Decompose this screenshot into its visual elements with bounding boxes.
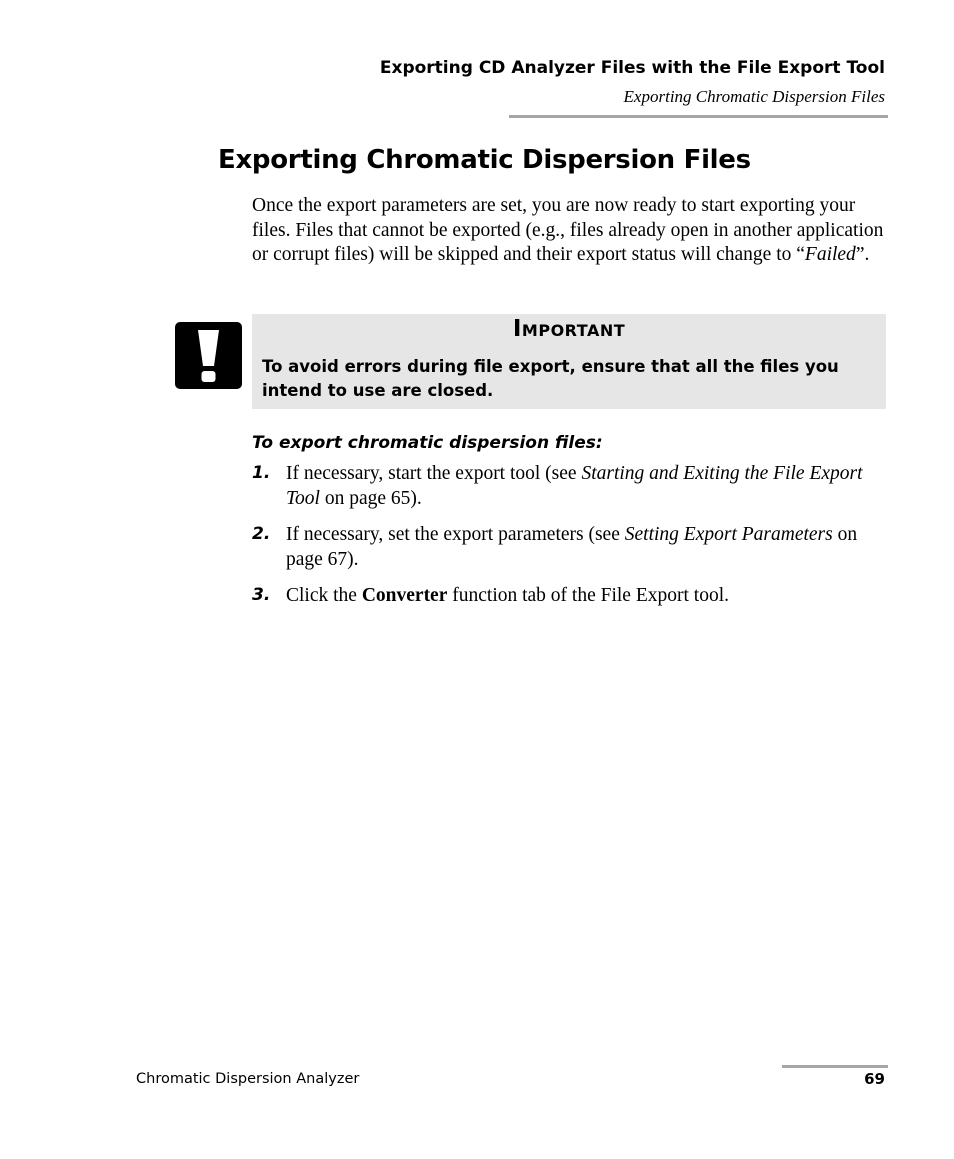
step-number: 1.	[252, 463, 271, 483]
step-text-start: If necessary, set the export parameters (see	[286, 524, 625, 545]
step-link-reference: Starting and Exiting the File Export Tool	[286, 463, 863, 509]
step-text	[286, 523, 888, 572]
page-number: 69	[864, 1070, 885, 1088]
step-text-start: Click the	[286, 585, 362, 606]
important-heading: Important	[512, 316, 626, 342]
step-text-end: function tab of the File Export tool.	[447, 585, 729, 606]
intro-failed-term: Failed	[804, 244, 856, 266]
intro-text-start: Once the export parameters are set, you are now ready to start exporting your files. Files that cannot be exported (e.g., files already open in another application or corrupt files) will be skipped and their export status will change to “	[252, 195, 884, 266]
step-number: 2.	[252, 524, 271, 544]
intro-paragraph	[252, 194, 888, 268]
page-title: Exporting Chromatic Dispersion Files	[218, 145, 751, 175]
step-text-end: on page 65).	[319, 487, 422, 509]
intro-text-end: ”.	[855, 244, 870, 266]
step-ui-term: Converter	[361, 585, 448, 606]
exclamation-icon	[175, 322, 242, 389]
footer-rule	[782, 1065, 888, 1068]
header-chapter-title: Exporting CD Analyzer Files with the File Export Tool	[379, 58, 885, 78]
step-link-reference: Setting Export Parameters	[624, 524, 833, 545]
procedure-title: To export chromatic dispersion files:	[252, 433, 603, 453]
step-number: 3.	[252, 585, 271, 605]
step-text-end: on page 67).	[286, 524, 858, 570]
step-text-start: If necessary, start the export tool (see	[286, 463, 582, 484]
step-text	[286, 462, 888, 511]
important-notice	[252, 314, 886, 409]
step-text	[286, 584, 888, 609]
header-section-title: Exporting Chromatic Dispersion Files	[623, 87, 885, 106]
header-rule	[509, 115, 888, 118]
footer-product-name: Chromatic Dispersion Analyzer	[136, 1071, 360, 1087]
important-text: To avoid errors during file export, ensure that all the files you intend to use are closed.	[262, 357, 839, 400]
